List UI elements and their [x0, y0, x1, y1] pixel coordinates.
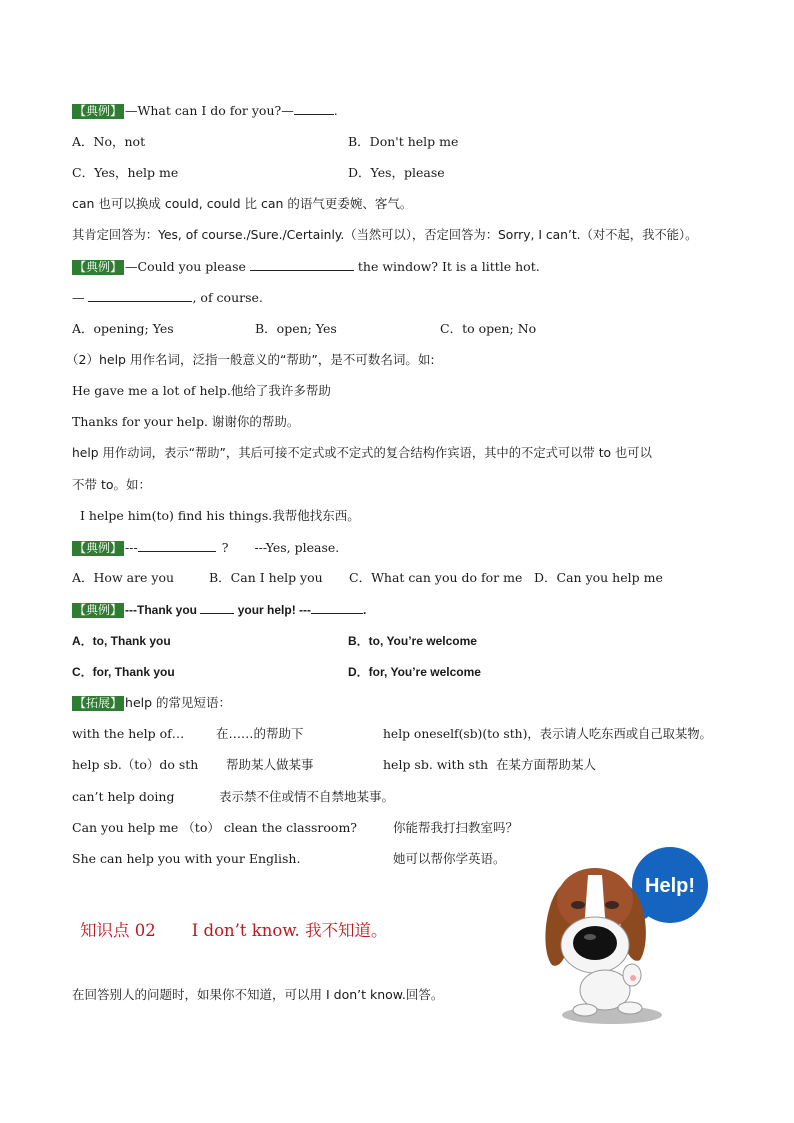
option-b: B．open; Yes	[255, 321, 337, 336]
example-tag: 【典例】	[74, 260, 123, 274]
final-note: 在回答别人的问题时，如果你不知道，可以用 I don’t know.回答。	[72, 987, 444, 1002]
option-b: B．Can I help you	[209, 570, 323, 585]
example-sentence: I helpe him(to) find his things.我帮他找东西。	[80, 508, 360, 523]
option-a: A．to, Thank you	[72, 634, 171, 648]
answer-blank	[88, 289, 192, 302]
example-sentence: Thanks for your help. 谢谢你的帮助。	[72, 414, 300, 429]
answer-blank	[138, 539, 216, 552]
option-c: C．Yes，help me	[72, 165, 179, 180]
answer-blank	[200, 601, 234, 614]
option-b: B．Don't help me	[348, 134, 459, 149]
phrase-meaning: 在某方面帮助某人	[496, 757, 597, 772]
option-b: B．to, You’re welcome	[348, 634, 477, 648]
note-could: can 也可以换成 could, could 比 can 的语气更委婉、客气。	[72, 196, 413, 211]
phrase: can’t help doing	[72, 789, 175, 804]
option-d: D．Yes，please	[348, 165, 445, 180]
example-tag: 【典例】	[74, 541, 123, 555]
example-4-question: 【典例】 ---Thank you your help! --- .	[74, 603, 367, 617]
option-c: C．for, Thank you	[72, 665, 175, 679]
example-2-question: 【典例】 —Could you please the window? It is a little hot.	[74, 259, 540, 274]
answer-blank	[250, 258, 354, 271]
phrase: help sb. with sth	[383, 757, 489, 772]
phrase: She can help you with your English.	[72, 851, 301, 866]
option-a: A．No，not	[72, 134, 146, 149]
section-heading	[80, 917, 423, 941]
example-tag: 【典例】	[74, 603, 123, 617]
help-verb-note: help 用作动词，表示“帮助”，其后可接不定式或不定式的复合结构作宾语，其中的不定式可以带 to 也可以	[72, 446, 652, 460]
phrase: Can you help me （to） clean the classroom?	[72, 820, 357, 835]
example-2-response: — , of course.	[72, 290, 263, 305]
example-1-question: 【典例】 —What can I do for you?— .	[74, 103, 338, 118]
option-c: C．to open; No	[440, 321, 537, 336]
help-noun-note: （2）help 用作名词，泛指一般意义的“帮助”，是不可数名词。如:	[66, 352, 435, 367]
extension-tag: 【拓展】	[74, 696, 123, 710]
phrase-meaning: 你能帮我打扫教室吗？	[393, 820, 519, 835]
phrase: help oneself(sb)(to sth)，表示请人吃东西或自己取某物。	[383, 727, 712, 741]
question-text: —What can I do for you?—	[125, 103, 294, 118]
option-c: C．What can you do for me	[349, 570, 523, 585]
answer-blank	[311, 601, 363, 614]
phrase-meaning: 表示禁不住或情不自禁地某事。	[219, 789, 395, 804]
option-d: D．Can you help me	[534, 570, 663, 585]
extension-title: 【拓展】 help 的常见短语：	[74, 695, 232, 710]
note-answers: 其肯定回答为：Yes, of course./Sure./Certainly.（当然可以），否定回答为：Sorry, I can’t.（对不起，我不能）。	[72, 228, 698, 242]
example-3-question: 【典例】 --- ? ---Yes, please.	[74, 540, 340, 555]
option-d: D．for, You’re welcome	[348, 665, 481, 679]
answer-blank	[294, 102, 334, 115]
option-a: A．How are you	[72, 570, 175, 585]
phrase-meaning: 在……的帮助下	[216, 726, 304, 741]
help-verb-note-cont: 不带 to。如：	[72, 477, 152, 492]
section-label: 知识点 02	[80, 921, 156, 940]
section-title: I don’t know. 我不知道。	[191, 921, 388, 940]
phrase: with the help of…	[72, 726, 185, 741]
option-a: A．opening; Yes	[72, 321, 174, 336]
phrase-meaning: 帮助某人做某事	[226, 757, 314, 772]
example-sentence: He gave me a lot of help.他给了我许多帮助	[72, 383, 331, 398]
phrase: help sb.（to）do sth	[72, 757, 199, 772]
example-tag: 【典例】	[74, 104, 123, 118]
phrase-meaning: 她可以帮你学英语。	[393, 851, 506, 866]
bubble-text: Help!	[645, 875, 695, 897]
dog-help-illustration	[540, 840, 715, 1030]
